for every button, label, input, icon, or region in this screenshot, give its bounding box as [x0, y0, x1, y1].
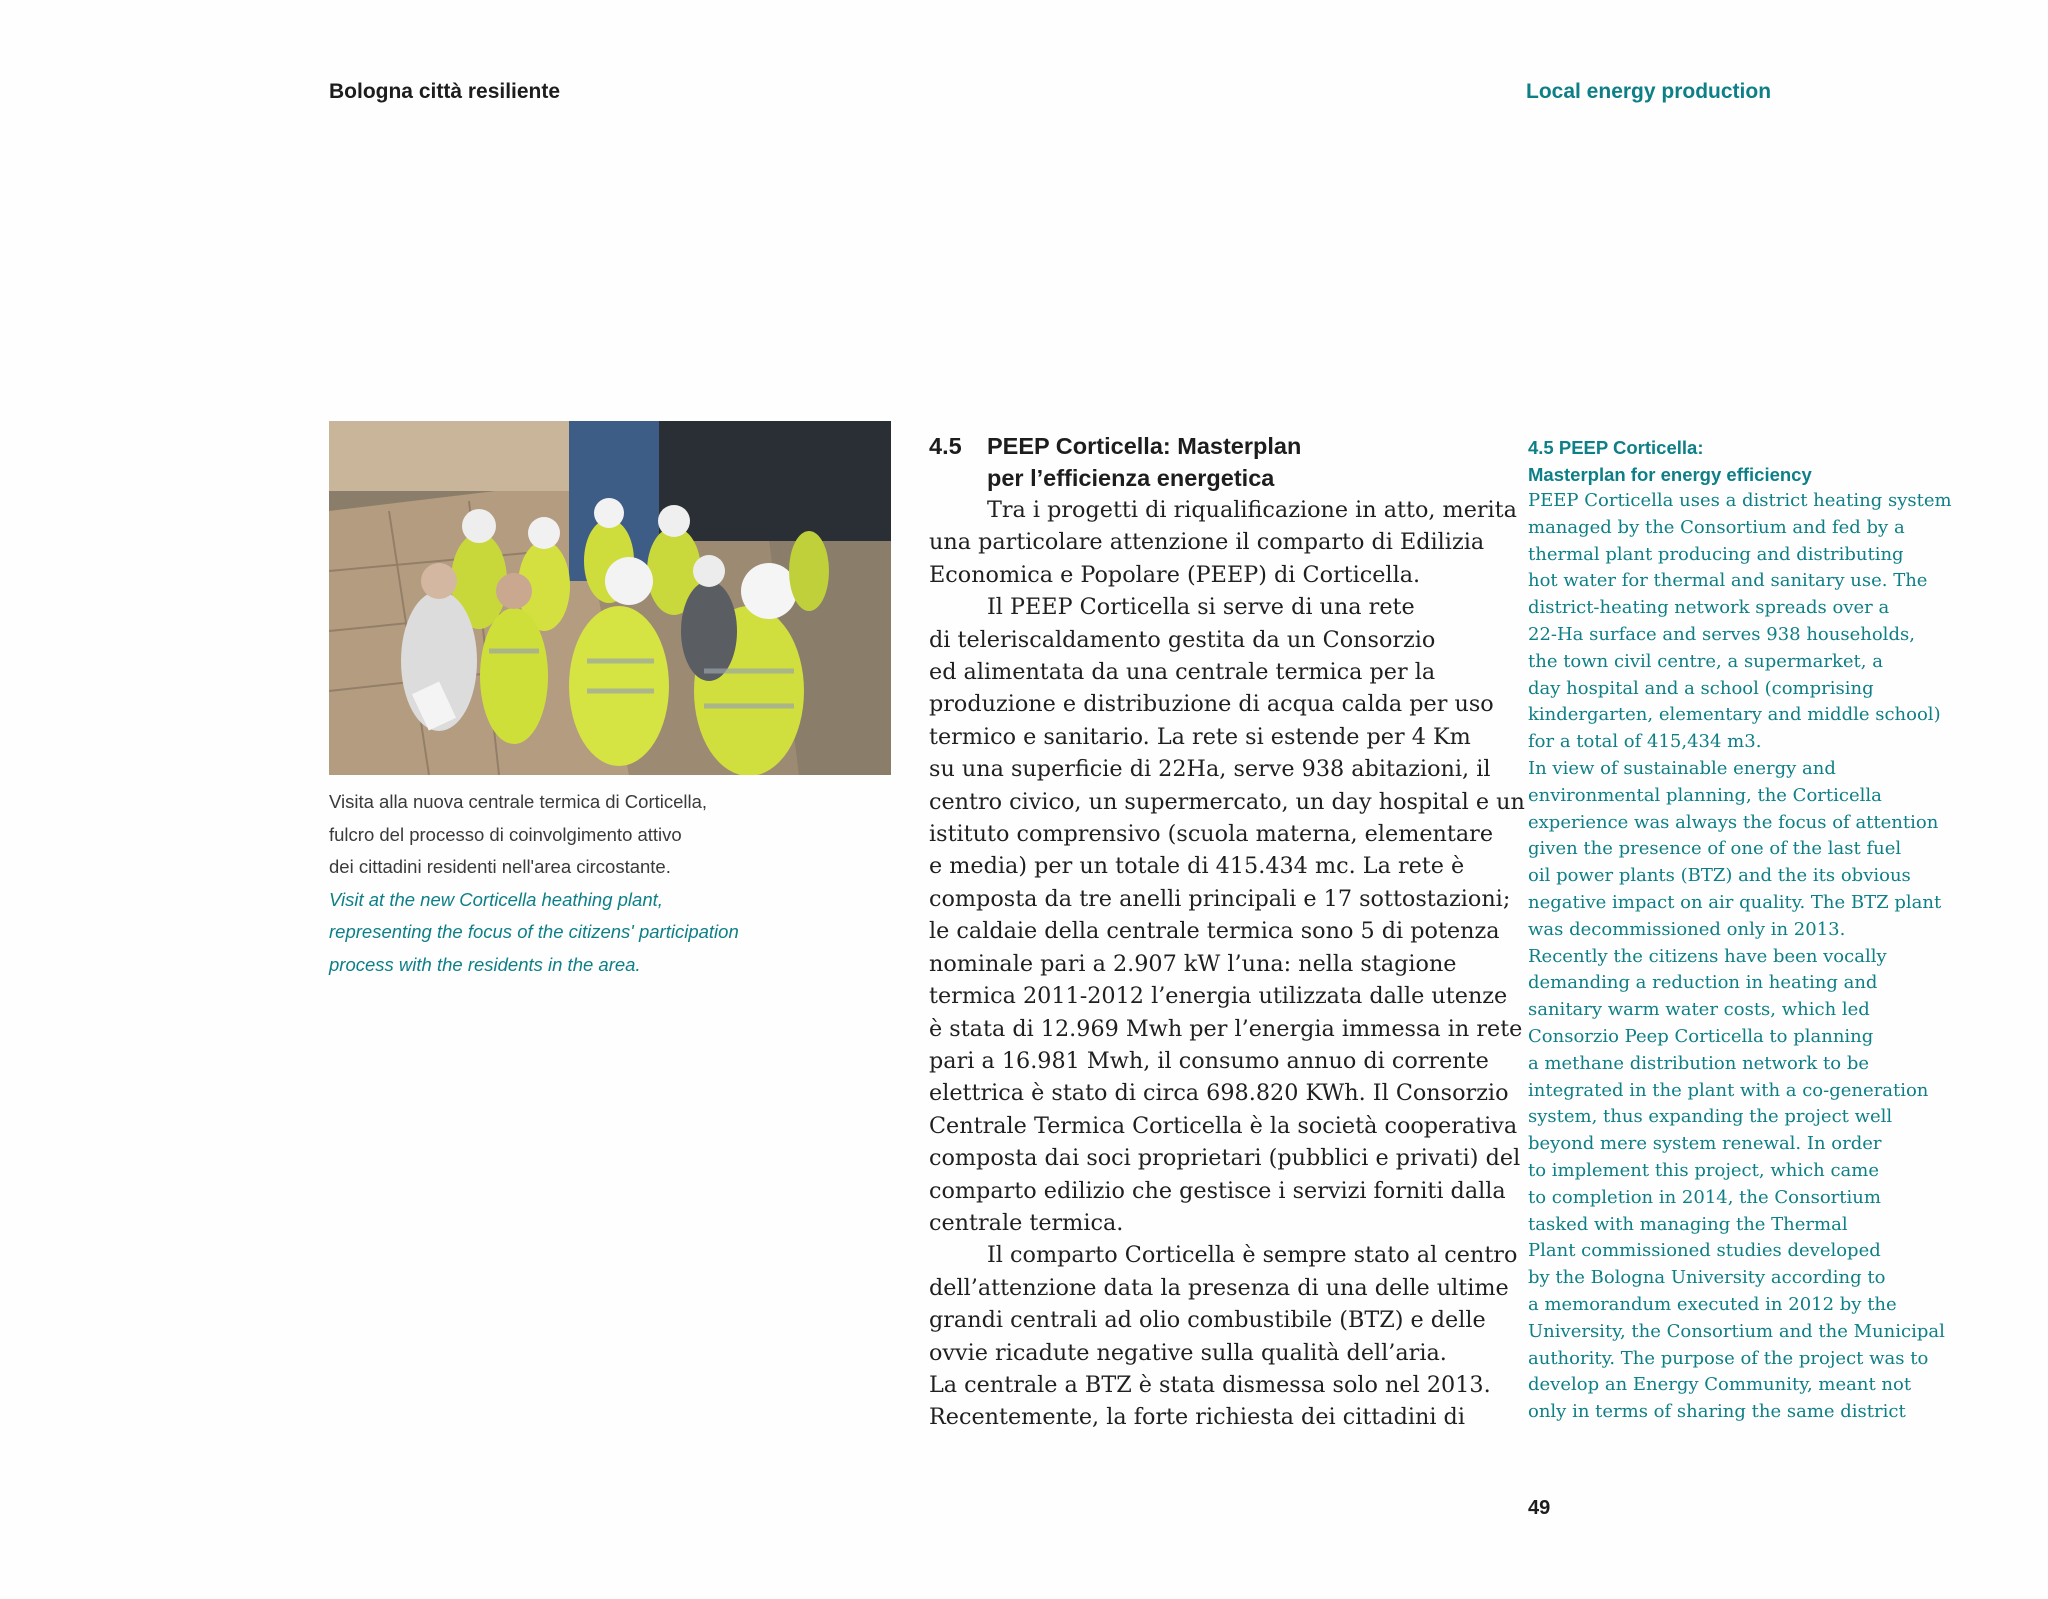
section-heading [929, 430, 1489, 494]
body-line: La centrale a BTZ è stata dismessa solo nel 2013. [929, 1371, 1491, 1398]
body-line: e media) per un totale di 415.434 mc. La rete è [929, 853, 1465, 880]
sidebar-line: was decommissioned only in 2013. [1528, 918, 1846, 940]
body-line: produzione e distribuzione di acqua calda per uso [929, 691, 1494, 718]
sidebar-line: PEEP Corticella uses a district heating system [1528, 490, 1952, 511]
caption-line: Visit at the new Corticella heathing plant, [329, 888, 663, 910]
sidebar-line: district-heating network spreads over a [1528, 597, 1890, 619]
body-line: Tra i progetti di riqualificazione in atto, merita [987, 497, 1517, 523]
body-line: le caldaie della centrale termica sono 5 di potenza [929, 918, 1500, 945]
sidebar-line: to implement this project, which came [1528, 1159, 1879, 1181]
body-line: istituto comprensivo (scuola materna, elementare [929, 821, 1494, 848]
body-line: di teleriscaldamento gestita da un Consorzio [929, 626, 1436, 653]
body-line: nominale pari a 2.907 kW l’una: nella stagione [929, 950, 1457, 977]
heading-line: per l’efficienza energetica [987, 465, 1275, 491]
caption-line: dei cittadini residenti nell'area circostante. [329, 856, 671, 877]
body-line: elettrica è stato di circa 698.820 KWh. Il Consorzio [929, 1080, 1509, 1107]
english-sidebar [1528, 434, 1952, 1426]
body-line: ed alimentata da una centrale termica per la [929, 659, 1436, 686]
body-line: Il PEEP Corticella si serve di una rete [987, 594, 1415, 621]
sidebar-line: Consorzio Peep Corticella to planning [1528, 1025, 1874, 1047]
sidebar-line: hot water for thermal and sanitary use. The [1528, 570, 1928, 592]
body-line: centro civico, un supermercato, un day hospital e un [929, 788, 1525, 815]
sidebar-line: for a total of 415,434 m3. [1528, 731, 1762, 753]
photo-caption [329, 786, 829, 981]
sidebar-line: day hospital and a school (comprising [1528, 677, 1874, 699]
body-line: grandi centrali ad olio combustibile (BTZ) e delle [929, 1307, 1486, 1334]
running-header-section: Local energy production [1526, 80, 1772, 103]
sidebar-line: only in terms of sharing the same district [1528, 1401, 1906, 1423]
caption-line: fulcro del processo di coinvolgimento attivo [329, 823, 682, 845]
sidebar-line: experience was always the focus of attention [1528, 811, 1939, 833]
caption-italian [329, 786, 829, 884]
body-line: comparto edilizio che gestisce i servizi forniti dalla [929, 1177, 1506, 1204]
caption-line: Visita alla nuova centrale termica di Corticella, [329, 791, 708, 812]
sidebar-line: by the Bologna University according to [1528, 1267, 1886, 1289]
sidebar-line: Recently the citizens have been vocally [1528, 945, 1887, 967]
heading-line: 4.5 PEEP Corticella: [1528, 437, 1704, 458]
sidebar-heading [1528, 434, 1948, 488]
sidebar-line: environmental planning, the Corticella [1528, 784, 1882, 806]
sidebar-line: tasked with managing the Thermal [1528, 1213, 1848, 1235]
sidebar-line: demanding a reduction in heating and [1528, 972, 1878, 994]
body-line: una particolare attenzione il comparto di Edilizia [929, 529, 1485, 556]
caption-line: representing the focus of the citizens' participation [329, 921, 739, 942]
sidebar-body [1528, 488, 1952, 1426]
heading-line: Masterplan for energy efficiency [1528, 464, 1812, 485]
sidebar-line: managed by the Consortium and fed by a [1528, 516, 1905, 538]
sidebar-line: In view of sustainable energy and [1528, 757, 1836, 779]
sidebar-line: integrated in the plant with a co-generation [1528, 1079, 1929, 1101]
body-line: termica 2011-2012 l’energia utilizzata dalle utenze [929, 983, 1508, 1010]
caption-english [329, 884, 829, 982]
article-body [929, 494, 1525, 1434]
page-number: 49 [1528, 1497, 1551, 1519]
body-line: Recentemente, la forte richiesta dei cittadini di [929, 1404, 1465, 1431]
sidebar-line: oil power plants (BTZ) and the its obvious [1528, 865, 1911, 887]
sidebar-line: Plant commissioned studies developed [1528, 1240, 1881, 1262]
sidebar-line: 22-Ha surface and serves 938 households, [1528, 623, 1915, 645]
sidebar-line: develop an Energy Community, meant not [1528, 1374, 1912, 1396]
sidebar-line: kindergarten, elementary and middle school) [1528, 704, 1941, 726]
running-header-title: Bologna città resiliente [329, 80, 561, 103]
body-line: termico e sanitario. La rete si estende per 4 Km [929, 723, 1471, 750]
main-article [929, 430, 1525, 1434]
sidebar-line: to completion in 2014, the Consortium [1528, 1186, 1881, 1208]
sidebar-line: a memorandum executed in 2012 by the [1528, 1293, 1897, 1315]
body-line: ovvie ricadute negative sulla qualità dell’aria. [929, 1339, 1447, 1366]
sidebar-line: thermal plant producing and distributing [1528, 543, 1904, 565]
body-line: su una superficie di 22Ha, serve 938 abitazioni, il [929, 756, 1491, 783]
sidebar-line: beyond mere system renewal. In order [1528, 1133, 1882, 1155]
caption-line: process with the residents in the area. [329, 953, 641, 975]
body-line: composta dai soci proprietari (pubblici e privati) del [929, 1145, 1521, 1172]
body-line: dell’attenzione data la presenza di una delle ultime [929, 1274, 1509, 1301]
body-line: Il comparto Corticella è sempre stato al centro [987, 1242, 1518, 1269]
sidebar-line: University, the Consortium and the Municipal [1528, 1320, 1945, 1342]
sidebar-line: given the presence of one of the last fuel [1528, 838, 1902, 860]
body-line: centrale termica. [929, 1209, 1124, 1236]
body-line: pari a 16.981 Mwh, il consumo annuo di corrente [929, 1047, 1489, 1074]
body-line: è stata di 12.969 Mwh per l’energia immessa in rete [929, 1015, 1523, 1042]
sidebar-line: authority. The purpose of the project was to [1528, 1347, 1929, 1369]
body-line: Centrale Termica Corticella è la società cooperativa [929, 1112, 1518, 1139]
body-line: composta da tre anelli principali e 17 sottostazioni; [929, 885, 1511, 912]
heading-line: PEEP Corticella: Masterplan [987, 433, 1302, 459]
sidebar-line: negative impact on air quality. The BTZ plant [1528, 891, 1942, 913]
sidebar-line: sanitary warm water costs, which led [1528, 999, 1870, 1021]
sidebar-line: a methane distribution network to be [1528, 1052, 1869, 1074]
sidebar-line: the town civil centre, a supermarket, a [1528, 650, 1883, 672]
site-visit-photo [329, 421, 891, 775]
section-number: 4.5 [929, 433, 962, 459]
body-line: Economica e Popolare (PEEP) di Corticella. [929, 561, 1421, 588]
sidebar-line: system, thus expanding the project well [1528, 1106, 1893, 1128]
